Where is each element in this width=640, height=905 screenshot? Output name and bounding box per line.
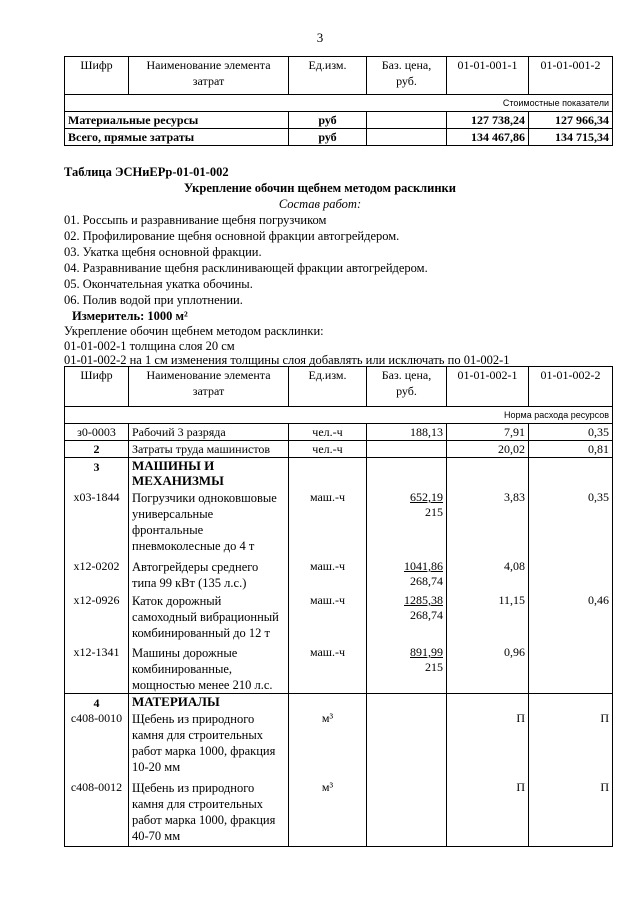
price-machine: 1041,86: [404, 559, 443, 573]
row-value-b: 0,81: [529, 441, 613, 458]
table-label: Таблица ЭСНиЕРр-01-01-002: [64, 165, 229, 179]
row-value-a: 0,96: [504, 645, 525, 659]
price-operator: 268,74: [410, 574, 443, 588]
subheader: Норма расхода ресурсов: [65, 407, 613, 424]
price-machine: 1285,38: [404, 593, 443, 607]
section-number: 4: [93, 696, 100, 710]
row-name: Щебень из природного камня для строительных работ марка 1000, фракция 10-20 мм: [132, 712, 276, 774]
resource-table-002: [64, 366, 613, 847]
desc-line: 01-01-002-1 толщина слоя 20 см: [64, 339, 235, 353]
work-item: 02. Профилирование щебня основной фракции автогрейдером.: [64, 229, 400, 243]
price-machine: 652,19: [410, 490, 443, 504]
row-name: Погрузчики одноковшовые универсальные фронтальные пневмоколесные до 4 т: [132, 491, 277, 553]
row-value-b: П: [600, 711, 609, 725]
row-unit: м³: [321, 711, 334, 725]
materials-block: [65, 694, 613, 847]
header-price: Баз. цена, руб.: [367, 57, 447, 95]
row-value-a: 11,15: [498, 593, 525, 607]
row-code: с408-0010: [70, 711, 123, 725]
row-value-a: 7,91: [447, 424, 529, 441]
row-name: Материальные ресурсы: [65, 112, 289, 129]
section-title: Укрепление обочин щебнем методом расклинки: [184, 181, 456, 195]
row-value-b: П: [600, 780, 609, 794]
cost-table-001: [64, 56, 613, 146]
table-row: [65, 441, 613, 458]
work-item: 04. Разравнивание щебня расклинивающей фракции автогрейдером.: [64, 261, 428, 275]
row-code: с408-0012: [70, 780, 123, 794]
row-name: Всего, прямые затраты: [65, 129, 289, 146]
row-price: 188,13: [367, 424, 447, 441]
row-unit: м³: [321, 780, 334, 794]
row-unit: маш.-ч: [309, 593, 346, 607]
header-price: Баз. цена, руб.: [367, 367, 447, 407]
row-unit: руб: [289, 112, 367, 129]
section-number: 3: [93, 460, 100, 474]
row-value-b: [532, 559, 609, 593]
header-name: Наименование элемента затрат: [129, 57, 289, 95]
header-col-b: 01-01-001-2: [529, 57, 613, 95]
price-operator: 268,74: [410, 608, 443, 622]
row-value-a: 127 738,24: [447, 112, 529, 129]
row-code: з0-0003: [65, 424, 129, 441]
header-unit: Ед.изм.: [289, 367, 367, 407]
row-name: Машины дорожные комбинированные, мощностью менее 210 л.с.: [132, 646, 273, 692]
row-value-b: 0,35: [529, 424, 613, 441]
header-col-b: 01-01-002-2: [529, 367, 613, 407]
header-unit: Ед.изм.: [289, 57, 367, 95]
row-value-b: 127 966,34: [529, 112, 613, 129]
row-code: х12-0926: [73, 593, 120, 607]
row-code: х12-1341: [73, 645, 120, 659]
row-value-a: П: [516, 711, 525, 725]
price-operator: 215: [425, 660, 443, 674]
subheader: Стоимостные показатели: [65, 95, 613, 112]
row-value-b: 134 715,34: [529, 129, 613, 146]
row-code: х03-1844: [73, 490, 120, 504]
row-value-a: 4,08: [504, 559, 525, 573]
row-name: Автогрейдеры среднего типа 99 кВт (135 л.с.): [132, 560, 259, 590]
row-unit: маш.-ч: [309, 559, 346, 573]
row-name: Щебень из природного камня для строительных работ марка 1000, фракция 40-70 мм: [132, 781, 276, 843]
table-row: [65, 424, 613, 441]
row-value-a: 20,02: [447, 441, 529, 458]
meter: Измеритель: 1000 м²: [72, 309, 188, 323]
page-number: 3: [316, 30, 324, 45]
row-name: Рабочий 3 разряда: [129, 424, 289, 441]
row-name: Затраты труда машинистов: [129, 441, 289, 458]
work-item: 05. Окончательная укатка обочины.: [64, 277, 253, 291]
header-code: Шифр: [65, 57, 129, 95]
price-operator: 215: [425, 505, 443, 519]
work-item: 03. Укатка щебня основной фракции.: [64, 245, 262, 259]
table-row: [65, 112, 613, 129]
row-value-a: П: [516, 780, 525, 794]
row-unit: маш.-ч: [309, 490, 346, 504]
row-value-b: 0,35: [588, 490, 609, 504]
header-code: Шифр: [65, 367, 129, 407]
price-machine: 891,99: [410, 645, 443, 659]
desc-title: Укрепление обочин щебнем методом расклинки:: [64, 324, 324, 338]
row-unit: чел.-ч: [289, 441, 367, 458]
work-item: 06. Полив водой при уплотнении.: [64, 293, 243, 307]
row-unit: чел.-ч: [289, 424, 367, 441]
machines-block: [65, 458, 613, 694]
works-heading: Состав работ:: [278, 197, 362, 211]
row-value-a: 134 467,86: [447, 129, 529, 146]
section-title: МАШИНЫ И МЕХАНИЗМЫ: [132, 458, 224, 488]
header-name: Наименование элемента затрат: [129, 367, 289, 407]
desc-line: 01-01-002-2 на 1 см изменения толщины слоя добавлять или исключать по 01-002-1: [64, 353, 510, 367]
header-col-a: 01-01-002-1: [447, 367, 529, 407]
row-code: х12-0202: [73, 559, 120, 573]
header-col-a: 01-01-001-1: [447, 57, 529, 95]
row-code: 2: [65, 441, 129, 458]
table-row: [65, 129, 613, 146]
row-value-b: 0,46: [588, 593, 609, 607]
section-title: МАТЕРИАЛЫ: [132, 694, 220, 709]
row-name: Каток дорожный самоходный вибрационный комбинированный до 12 т: [132, 594, 279, 640]
row-unit: руб: [289, 129, 367, 146]
work-item: 01. Россыпь и разравнивание щебня погрузчиком: [64, 213, 327, 227]
row-unit: маш.-ч: [309, 645, 346, 659]
row-value-a: 3,83: [504, 490, 525, 504]
